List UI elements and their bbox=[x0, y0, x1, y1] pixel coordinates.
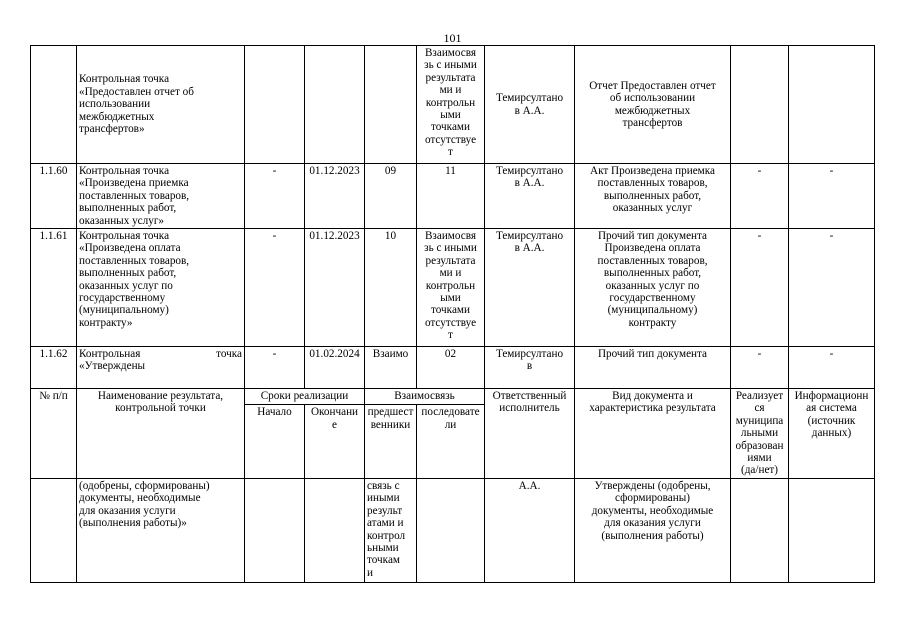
successors bbox=[417, 478, 485, 582]
responsible: Темирсултано в А.А. bbox=[485, 229, 575, 347]
table-row bbox=[31, 478, 875, 582]
predecessors: Взаимо bbox=[365, 347, 417, 389]
result-name-word-1: Контрольная bbox=[79, 348, 141, 361]
result-name bbox=[77, 347, 245, 389]
start-date: - bbox=[245, 164, 305, 229]
end-date: 01.12.2023 bbox=[305, 164, 365, 229]
result-name-line-2: «Утверждены bbox=[79, 360, 146, 373]
end-date bbox=[305, 46, 365, 164]
responsible: Темирсултано в А.А. bbox=[485, 164, 575, 229]
responsible: А.А. bbox=[485, 478, 575, 582]
info-system bbox=[789, 478, 875, 582]
header-end: Окончани е bbox=[305, 405, 365, 479]
table-row bbox=[31, 164, 875, 229]
end-date: 01.12.2023 bbox=[305, 229, 365, 347]
control-points-table bbox=[30, 45, 875, 583]
municipal-flag bbox=[731, 46, 789, 164]
table-header-row bbox=[31, 389, 875, 405]
header-number: № п/п bbox=[31, 389, 77, 479]
municipal-flag: - bbox=[731, 164, 789, 229]
info-system: - bbox=[789, 164, 875, 229]
document-type: Отчет Предоставлен отчет об использовании межбюджетных трансфертов bbox=[575, 46, 731, 164]
row-number bbox=[31, 478, 77, 582]
responsible: Темирсултано в bbox=[485, 347, 575, 389]
municipal-flag: - bbox=[731, 347, 789, 389]
info-system: - bbox=[789, 229, 875, 347]
responsible: Темирсултано в А.А. bbox=[485, 46, 575, 164]
result-name: Контрольная точка «Предоставлен отчет об использовании межбюджетных трансфертов» bbox=[77, 46, 245, 164]
start-date bbox=[245, 478, 305, 582]
header-info-system: Информационн ая система (источник данных) bbox=[789, 389, 875, 479]
predecessors: 10 bbox=[365, 229, 417, 347]
successors: Взаимосвя зь с иными результата ми и контрольн ыми точками отсутствуе т bbox=[417, 46, 485, 164]
table-row bbox=[31, 229, 875, 347]
result-name: Контрольная точка «Произведена приемка поставленных товаров, выполненных работ, оказанных услуг» bbox=[77, 164, 245, 229]
row-number bbox=[31, 46, 77, 164]
end-date: 01.02.2024 bbox=[305, 347, 365, 389]
result-name-word-2: точка bbox=[216, 348, 242, 361]
header-start: Начало bbox=[245, 405, 305, 479]
result-name: (одобрены, сформированы) документы, необходимые для оказания услуги (выполнения работы)» bbox=[77, 478, 245, 582]
predecessors: 09 bbox=[365, 164, 417, 229]
header-terms: Сроки реализации bbox=[245, 389, 365, 405]
successors: 11 bbox=[417, 164, 485, 229]
start-date bbox=[245, 46, 305, 164]
end-date bbox=[305, 478, 365, 582]
row-number: 1.1.60 bbox=[31, 164, 77, 229]
successors: Взаимосвя зь с иными результата ми и контрольн ыми точками отсутствуе т bbox=[417, 229, 485, 347]
table-row bbox=[31, 46, 875, 164]
municipal-flag bbox=[731, 478, 789, 582]
row-number: 1.1.61 bbox=[31, 229, 77, 347]
header-predecessors: предшест венники bbox=[365, 405, 417, 479]
header-relationship: Взаимосвязь bbox=[365, 389, 485, 405]
start-date: - bbox=[245, 347, 305, 389]
result-name: Контрольная точка «Произведена оплата поставленных товаров, выполненных работ, оказанных услуг по государственному (муниципальному) контракту» bbox=[77, 229, 245, 347]
table-row bbox=[31, 347, 875, 389]
predecessors: связь с иными результ атами и контрол ьными точкам и bbox=[365, 478, 417, 582]
municipal-flag: - bbox=[731, 229, 789, 347]
row-number: 1.1.62 bbox=[31, 347, 77, 389]
successors: 02 bbox=[417, 347, 485, 389]
document-type: Прочий тип документа Произведена оплата поставленных товаров, выполненных работ, оказанных услуг по государственному (муниципальному) контракту bbox=[575, 229, 731, 347]
header-municipal: Реализует ся муниципа льными образован иями (да/нет) bbox=[731, 389, 789, 479]
header-successors: последовате ли bbox=[417, 405, 485, 479]
start-date: - bbox=[245, 229, 305, 347]
document-type: Акт Произведена приемка поставленных товаров, выполненных работ, оказанных услуг bbox=[575, 164, 731, 229]
info-system bbox=[789, 46, 875, 164]
header-result-name: Наименование результата, контрольной точки bbox=[77, 389, 245, 479]
page-number: 101 bbox=[443, 31, 462, 45]
header-responsible: Ответственный исполнитель bbox=[485, 389, 575, 479]
predecessors bbox=[365, 46, 417, 164]
header-document-type: Вид документа и характеристика результата bbox=[575, 389, 731, 479]
info-system: - bbox=[789, 347, 875, 389]
document-type: Прочий тип документа bbox=[575, 347, 731, 389]
document-type: Утверждены (одобрены, сформированы) документы, необходимые для оказания услуги (выполнения работы) bbox=[575, 478, 731, 582]
